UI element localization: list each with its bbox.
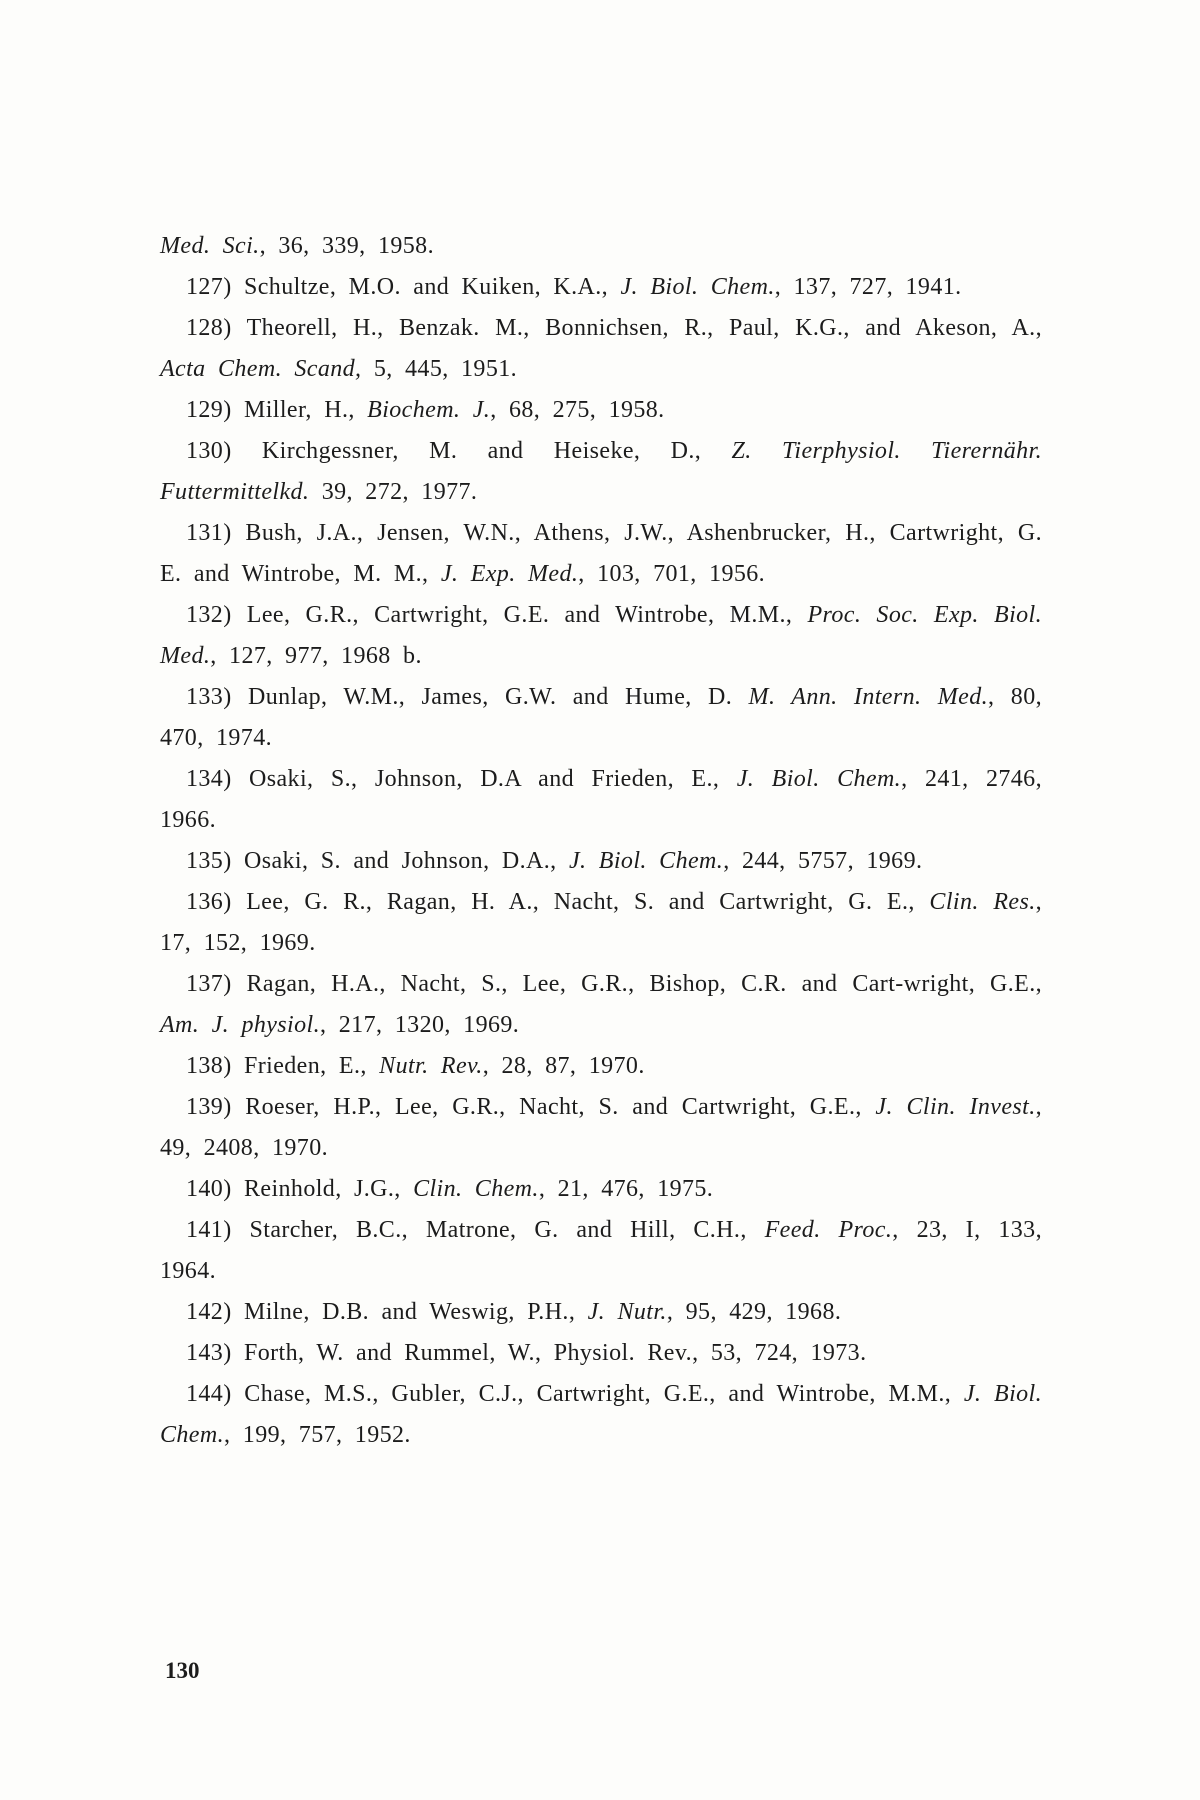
reference-text: 5, 445, 1951. <box>361 356 518 382</box>
reference-text: , 36, 339, 1958. <box>259 233 434 259</box>
reference-text: 133) Dunlap, W.M., James, G.W. and Hume, D. <box>186 684 749 710</box>
journal-title: Clin. Chem. <box>413 1176 539 1202</box>
reference-text: 139) Roeser, H.P., Lee, G.R., Nacht, S. and Cartwright, G.E., <box>186 1094 876 1120</box>
reference-text: , 241, 2746, 1966. <box>160 766 1042 833</box>
reference-128 <box>160 308 1042 390</box>
journal-title: J. Nutr. <box>587 1299 667 1325</box>
reference-138 <box>160 1046 1042 1087</box>
reference-130 <box>160 431 1042 513</box>
journal-title: J. Biol. Chem. <box>736 766 902 792</box>
journal-title: J. Biol. Chem. <box>160 1381 1043 1448</box>
reference-text: 130) Kirchgessner, M. and Heiseke, D., <box>186 438 732 464</box>
reference-142 <box>160 1292 1042 1333</box>
reference-text: 132) Lee, G.R., Cartwright, G.E. and Wintrobe, M.M., <box>186 602 808 628</box>
reference-136 <box>160 882 1042 964</box>
reference-continuation <box>160 226 1042 267</box>
reference-text: 129) Miller, H., <box>186 397 368 423</box>
reference-text: 142) Milne, D.B. and Weswig, P.H., <box>186 1299 588 1325</box>
reference-137 <box>160 964 1042 1046</box>
reference-text: , 80, 470, 1974. <box>160 684 1042 751</box>
reference-text: 136) Lee, G. R., Ragan, H. A., Nacht, S. and Cartwright, G. E., <box>186 889 930 915</box>
reference-132 <box>160 595 1042 677</box>
reference-text: 39, 272, 1977. <box>309 479 478 505</box>
journal-title: J. Biol. Chem. <box>568 848 724 874</box>
journal-title: Nutr. Rev. <box>379 1053 483 1079</box>
reference-text: 127) Schultze, M.O. and Kuiken, K.A., <box>186 274 621 300</box>
reference-text: 144) Chase, M.S., Gubler, C.J., Cartwright, G.E., and Wintrobe, M.M., <box>186 1381 964 1407</box>
journal-title: J. Exp. Med. <box>440 561 579 587</box>
journal-title: Med. Sci. <box>160 233 260 259</box>
reference-text: 143) Forth, W. and Rummel, W., Physiol. Rev., 53, 724, 1973. <box>186 1340 867 1366</box>
reference-text: , 103, 701, 1956. <box>578 561 766 587</box>
journal-title: Acta Chem. Scand, <box>160 356 362 382</box>
reference-text: , 199, 757, 1952. <box>224 1422 411 1448</box>
reference-text: 128) Theorell, H., Benzak. M., Bonnichsen, R., Paul, K.G., and Akeson, A., <box>186 315 1042 341</box>
reference-text: , 49, 2408, 1970. <box>160 1094 1042 1161</box>
reference-129 <box>160 390 1042 431</box>
reference-text: 134) Osaki, S., Johnson, D.A and Frieden, E., <box>186 766 737 792</box>
journal-title: Z. Tierphysiol. Tierernähr. Futtermittelkd. <box>160 438 1042 505</box>
reference-text: 131) Bush, J.A., Jensen, W.N., Athens, J.W., Ashenbrucker, H., Cartwright, G. E. and Wintrobe, M. M., <box>160 520 1042 587</box>
journal-title: Proc. Soc. Exp. Biol. Med. <box>160 602 1042 669</box>
reference-141 <box>160 1210 1042 1292</box>
reference-text: , 127, 977, 1968 b. <box>210 643 422 669</box>
reference-131 <box>160 513 1042 595</box>
journal-title: Am. J. physiol. <box>160 1012 320 1038</box>
page-number: 130 <box>165 1658 200 1683</box>
journal-title: M. Ann. Intern. Med. <box>748 684 989 710</box>
reference-text: 135) Osaki, S. and Johnson, D.A., <box>186 848 569 874</box>
reference-text: , 137, 727, 1941. <box>774 274 962 300</box>
reference-text: , 244, 5757, 1969. <box>723 848 923 874</box>
reference-134 <box>160 759 1042 841</box>
reference-text: , 68, 275, 1958. <box>490 397 665 423</box>
reference-140 <box>160 1169 1042 1210</box>
reference-144 <box>160 1374 1042 1456</box>
reference-135 <box>160 841 1042 882</box>
reference-text: , 17, 152, 1969. <box>160 889 1043 956</box>
reference-139 <box>160 1087 1042 1169</box>
reference-text: , 23, I, 133, 1964. <box>160 1217 1042 1284</box>
reference-text: 137) Ragan, H.A., Nacht, S., Lee, G.R., Bishop, C.R. and Cart-wright, G.E., <box>186 971 1042 997</box>
reference-text: 140) Reinhold, J.G., <box>186 1176 414 1202</box>
reference-text: 138) Frieden, E., <box>186 1053 380 1079</box>
reference-text: , 217, 1320, 1969. <box>319 1012 520 1038</box>
reference-text: , 95, 429, 1968. <box>666 1299 842 1325</box>
reference-133 <box>160 677 1042 759</box>
journal-title: Feed. Proc. <box>764 1217 893 1243</box>
reference-list <box>160 226 1042 1456</box>
journal-title: Biochem. J. <box>367 397 491 423</box>
journal-title: J. Biol. Chem. <box>620 274 775 300</box>
reference-text: 141) Starcher, B.C., Matrone, G. and Hill, C.H., <box>186 1217 765 1243</box>
reference-text: , 28, 87, 1970. <box>482 1053 645 1079</box>
journal-title: Clin. Res. <box>929 889 1036 915</box>
reference-text: , 21, 476, 1975. <box>538 1176 714 1202</box>
reference-143 <box>160 1333 1042 1374</box>
journal-title: J. Clin. Invest. <box>875 1094 1036 1120</box>
reference-127 <box>160 267 1042 308</box>
